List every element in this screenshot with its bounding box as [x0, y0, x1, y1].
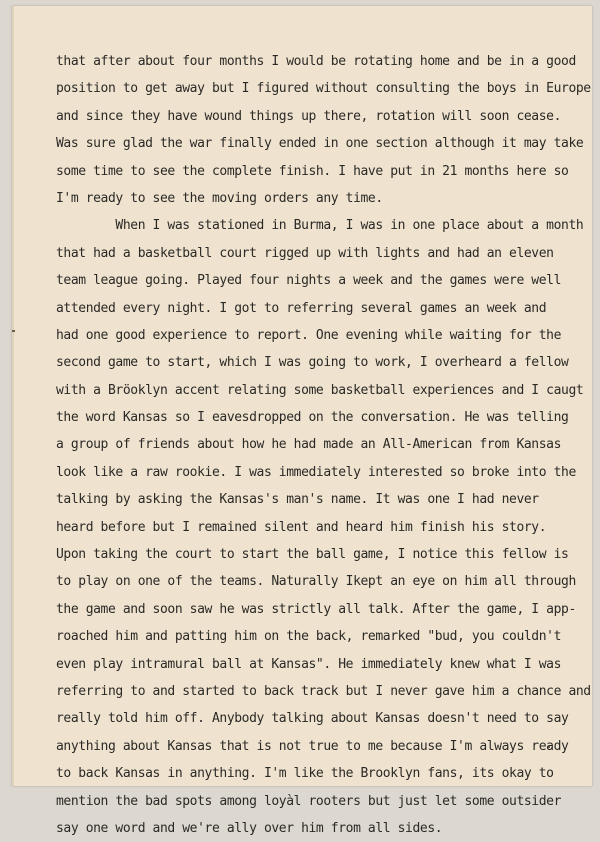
ink-mark — [12, 330, 15, 332]
text-line: second game to start, which I was going to work, I overheard a fellow — [56, 355, 569, 371]
text-line: and since they have wound things up there, rotation will soon cease. — [56, 108, 562, 124]
text-line: attended every night. I got to referring several games an week and — [56, 300, 547, 316]
text-line: really told him off. Anybody talking about Kansas doesn't need to say — [56, 711, 569, 727]
text-line: with a Bröoklyn accent relating some basketball experiences and I caugt — [56, 382, 584, 398]
text-line: the game and soon saw he was strictly all talk. After the game, I app- — [56, 601, 576, 617]
text-line: had one good experience to report. One evening while waiting for the — [56, 327, 562, 343]
text-line: anything about Kansas that is not true to me because I'm always ready — [56, 738, 569, 754]
text-line: that after about four months I would be rotating home and be in a good — [56, 54, 576, 69]
text-line: referring to and started to back track but I never gave him a chance and — [56, 683, 591, 699]
text-line: When I was stationed in Burma, I was in one place about a month — [56, 218, 584, 234]
text-line: look like a raw rookie. I was immediately interested so broke into the — [56, 464, 576, 480]
text-line: talking by asking the Kansas's man's name. It was one I had never — [56, 492, 539, 508]
text-line: position to get away but I figured without consulting the boys in Europe — [56, 81, 591, 97]
text-line: a group of friends about how he had made an All-American from Kansas — [56, 437, 562, 453]
text-line: roached him and patting him on the back, remarked "bud, you couldn't — [56, 629, 562, 645]
text-line: heard before but I remained silent and heard him finish his story. — [56, 519, 547, 535]
text-line: to back Kansas in anything. I'm like the Brooklyn fans, its okay to — [56, 766, 554, 782]
text-line: the word Kansas so I eavesdropped on the conversation. He was telling — [56, 410, 569, 426]
text-line: Upon taking the court to start the ball game, I notice this fellow is — [56, 547, 569, 563]
text-line: even play intramural ball at Kansas". He immediately knew what I was — [56, 656, 562, 672]
text-line: team league going. Played four nights a week and the games were well — [56, 273, 562, 289]
text-line: mention the bad spots among loyàl rooters but just let some outsider — [56, 793, 562, 809]
page-edge — [12, 6, 14, 786]
letter-body — [56, 48, 591, 842]
text-line: that had a basketball court rigged up with lights and had an eleven — [56, 245, 554, 261]
text-line: to play on one of the teams. Naturally Ikept an eye on him all through — [56, 574, 576, 590]
text-line: some time to see the complete finish. I have put in 21 months here so — [56, 163, 569, 179]
text-line: I'm ready to see the moving orders any time. — [56, 190, 383, 206]
text-line: say one word and we're ally over him from all sides. — [56, 820, 443, 836]
text-line: Was sure glad the war finally ended in one section although it may take — [56, 136, 584, 152]
